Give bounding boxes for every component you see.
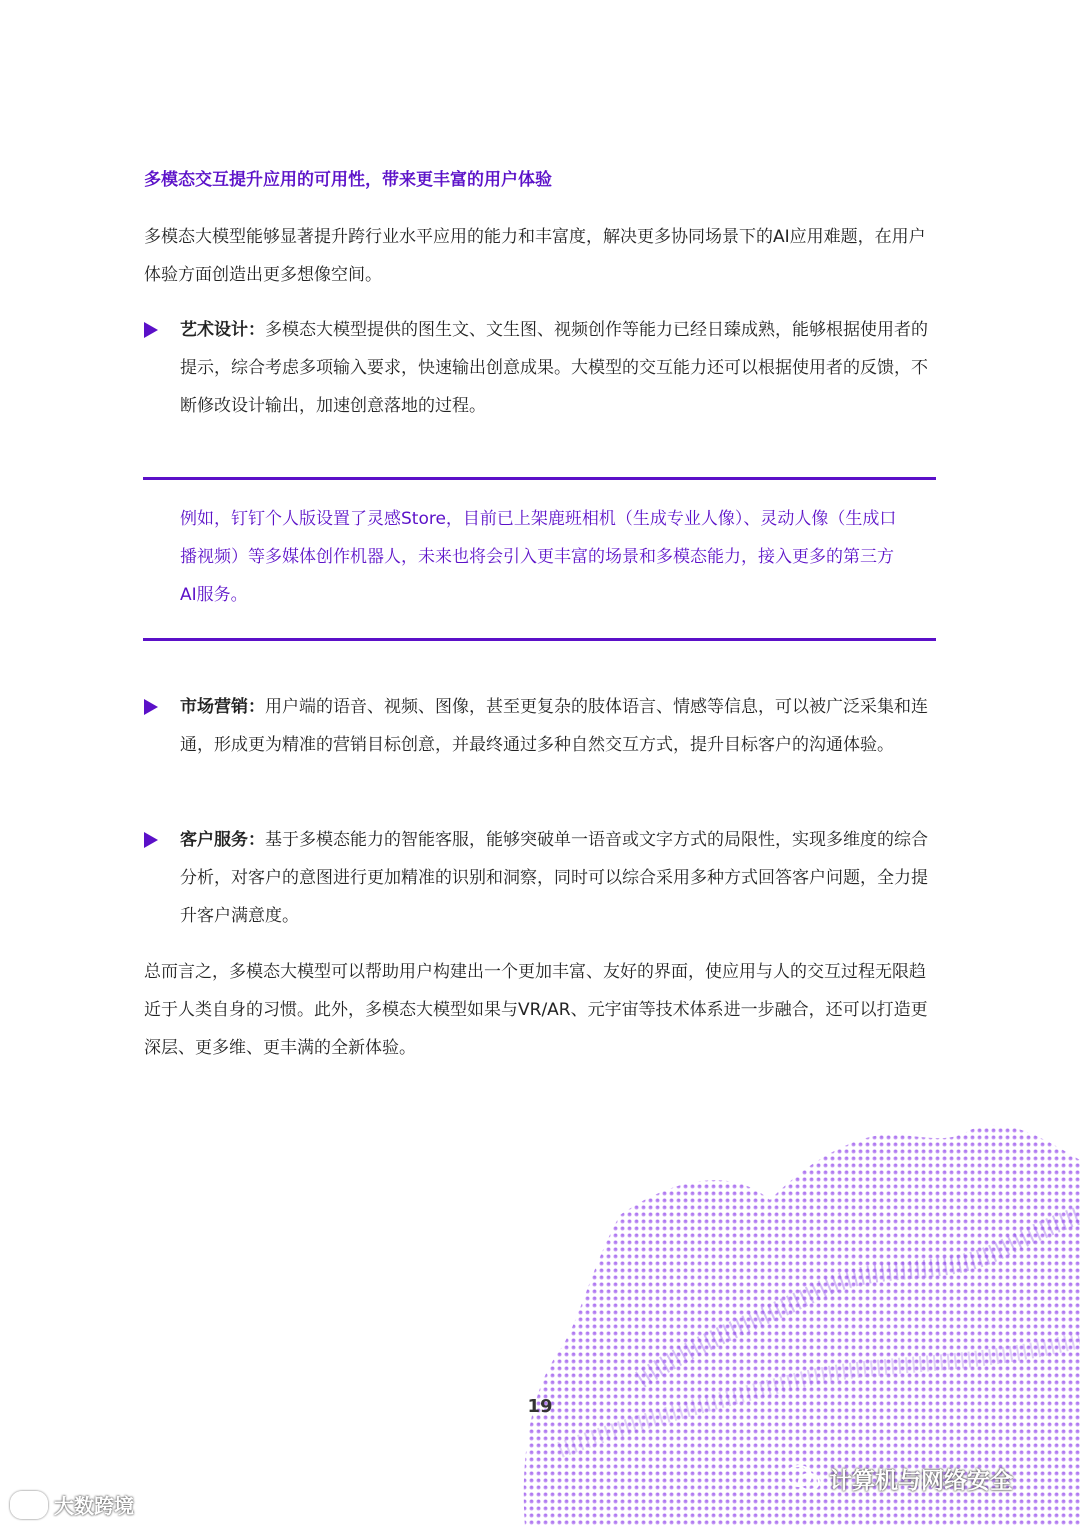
brand-logo-icon [10,1491,48,1519]
bullet-art-design [144,311,940,425]
intro-paragraph: 多模态大模型能够显著提升跨行业水平应用的能力和丰富度，解决更多协同场景下的AI应用难题，在用户体验方面创造出更多想像空间。 [144,227,926,285]
wechat-icon [785,1464,821,1494]
page-number: 19 [527,1396,553,1417]
bullet-text: 用户端的语音、视频、图像，甚至更复杂的肢体语言、情感等信息，可以被广泛采集和连通，形成更为精准的营销目标创意，并最终通过多种自然交互方式，提升目标客户的沟通体验。 [180,697,928,755]
callout-bottom-rule [143,638,936,641]
bullet-body [180,311,940,425]
bullet-label: 客户服务： [180,830,265,850]
watermark-left [10,1490,134,1519]
bullet-marketing [144,688,940,764]
triangle-bullet-icon [144,322,158,338]
bullet-text: 多模态大模型提供的图生文、文生图、视频创作等能力已经日臻成熟，能够根据使用者的提示，综合考虑多项输入要求，快速输出创意成果。大模型的交互能力还可以根据使用者的反馈，不断修改设计输出，加速创意落地的过程。 [180,320,928,416]
triangle-bullet-icon [144,699,158,715]
bullet-customer-service [144,821,940,935]
callout-example: 例如，钉钉个人版设置了灵感Store，目前已上架鹿班相机（生成专业人像）、灵动人像（生成口播视频）等多媒体创作机器人，未来也将会引入更丰富的场景和多模态能力，接入更多的第三方AI服务。 [180,509,897,605]
bullet-text: 基于多模态能力的智能客服，能够突破单一语音或文字方式的局限性，实现多维度的综合分析，对客户的意图进行更加精准的识别和洞察，同时可以综合采用多种方式回答客户问题，全力提升客户满意度。 [180,830,928,926]
bullet-body [180,821,940,935]
section-title: 多模态交互提升应用的可用性，带来更丰富的用户体验 [144,170,552,190]
watermark-right [785,1462,1013,1495]
bullet-label: 市场营销： [180,697,265,717]
bullet-label: 艺术设计： [180,320,265,340]
watermark-right-text: 计算机与网络安全 [829,1468,1013,1494]
bullet-body [180,688,940,764]
summary-paragraph: 总而言之，多模态大模型可以帮助用户构建出一个更加丰富、友好的界面，使应用与人的交互过程无限趋近于人类自身的习惯。此外，多模态大模型如果与VR/AR、元宇宙等技术体系进一步融合，还可以打造更深层、更多维、更丰满的全新体验。 [144,962,928,1058]
callout-top-rule [143,477,936,480]
watermark-left-text: 大数跨境 [54,1494,134,1518]
triangle-bullet-icon [144,832,158,848]
